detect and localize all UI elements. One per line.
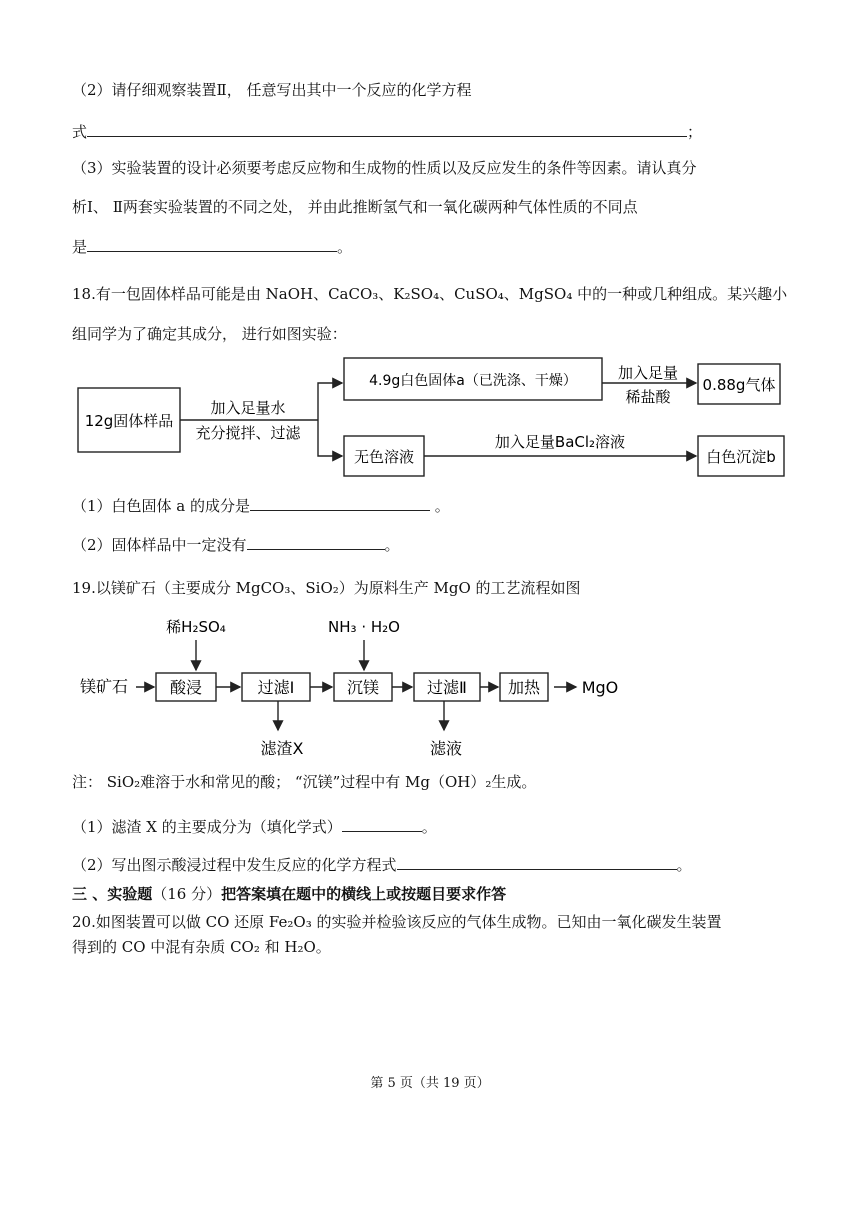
reagent1-label: 稀H₂SO₄ — [166, 618, 226, 636]
q19-q2-text: （2）写出图示酸浸过程中发生反应的化学方程式 — [72, 856, 397, 874]
section3-instruction: 把答案填在题中的横线上或按题目要求作答 — [221, 885, 507, 903]
answer-blank[interactable] — [87, 235, 337, 252]
q17-part2-end: ； — [687, 123, 703, 141]
q20-line2: 得到的 CO 中混有杂质 CO₂ 和 H₂O。 — [72, 938, 331, 956]
q19-q1-text: （1）滤渣 X 的主要成分为（填化学式） — [72, 818, 342, 836]
arrow-to-solution — [318, 420, 342, 456]
q17-part2-prefix: 式 — [72, 123, 88, 141]
answer-blank[interactable] — [397, 853, 677, 870]
q17-part3-line1: （3）实验装置的设计必须要考虑反应物和生成物的性质以及反应发生的条件等因素。请认真分 — [72, 159, 697, 177]
q18-q2-text: （2）固体样品中一定没有 — [72, 536, 247, 554]
step1-bottom-label: 充分搅拌、过滤 — [195, 424, 301, 442]
answer-blank[interactable] — [87, 120, 687, 137]
step4-label: 过滤Ⅱ — [427, 678, 467, 697]
q18-q1-end: 。 — [430, 497, 450, 515]
step2-bottom-label: 稀盐酸 — [625, 388, 671, 406]
step1-top-label: 加入足量水 — [210, 399, 286, 417]
q19-flow-diagram — [70, 610, 650, 770]
arrow-to-solid — [318, 383, 342, 420]
solid-a-label: 4.9g白色固体a（已洗涤、干燥） — [369, 373, 577, 389]
start-label: 镁矿石 — [79, 677, 129, 696]
sample-label: 12g固体样品 — [84, 412, 174, 430]
q18-line1: 18.有一包固体样品可能是由 NaOH、CaCO₃、K₂SO₄、CuSO₄、MgSO₄ 中的一种或几种组成。某兴趣小 — [72, 285, 788, 303]
q19-note: 注： SiO₂难溶于水和常见的酸； “沉镁”过程中有 Mg（OH）₂生成。 — [72, 773, 537, 791]
solution-label: 无色溶液 — [353, 448, 415, 466]
q17-part3-end: 。 — [337, 238, 353, 256]
step2-top-label: 加入足量 — [617, 364, 679, 382]
answer-blank[interactable] — [342, 815, 422, 832]
residue-label: 滤渣X — [260, 739, 304, 758]
section3-title: 三 、实验题 — [72, 885, 153, 903]
section3-heading — [72, 884, 506, 904]
q17-part2-answer-line — [72, 120, 702, 142]
q19-question2 — [72, 853, 692, 875]
precipitate-label: 白色沉淀b — [706, 448, 776, 466]
filtrate-label: 滤液 — [429, 739, 463, 758]
answer-blank[interactable] — [250, 494, 430, 511]
step1-label: 酸浸 — [169, 678, 203, 697]
q18-question1 — [72, 494, 450, 516]
step3-label: 加入足量BaCl₂溶液 — [494, 433, 626, 451]
q19-q1-end: 。 — [421, 818, 437, 836]
q17-part3-prefix: 是 — [72, 238, 88, 256]
q17-part2-text: （2）请仔细观察装置Ⅱ， 任意写出其中一个反应的化学方程 — [72, 81, 472, 99]
q18-q1-text: （1）白色固体 a 的成分是 — [72, 497, 251, 515]
q18-flow-diagram — [70, 350, 790, 490]
q17-part3-line2: 析Ⅰ、 Ⅱ两套实验装置的不同之处， 并由此推断氢气和一氧化碳两种气体性质的不同点 — [72, 198, 638, 216]
answer-blank[interactable] — [247, 533, 385, 550]
step2-label: 过滤Ⅰ — [257, 678, 295, 697]
step5-label: 加热 — [507, 678, 541, 697]
reagent2-label: NH₃ · H₂O — [328, 618, 400, 636]
gas-label: 0.88g气体 — [702, 376, 776, 394]
q18-question2 — [72, 533, 400, 555]
q18-line2: 组同学为了确定其成分， 进行如图实验： — [72, 325, 347, 343]
q19-question1 — [72, 815, 437, 837]
q19-line1: 19.以镁矿石（主要成分 MgCO₃、SiO₂）为原料生产 MgO 的工艺流程如图 — [72, 579, 581, 597]
step3-label: 沉镁 — [346, 678, 380, 697]
section3-points: （16 分） — [152, 885, 222, 903]
q17-part3-answer-line — [72, 235, 352, 257]
page-footer: 第 5 页（共 19 页） — [370, 1076, 490, 1091]
q19-q2-end: 。 — [676, 856, 692, 874]
q18-q2-end: 。 — [384, 536, 400, 554]
q20-line1: 20.如图装置可以做 CO 还原 Fe₂O₃ 的实验并检验该反应的气体生成物。已知由一氧化碳发生装置 — [72, 913, 722, 931]
product-label: MgO — [581, 678, 619, 697]
